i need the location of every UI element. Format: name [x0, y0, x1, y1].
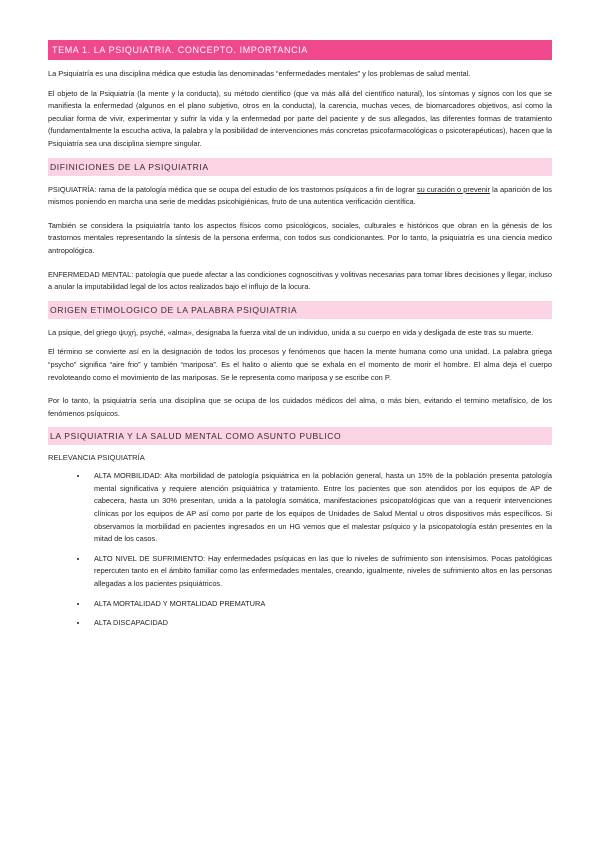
definition-enfermedad-mental: ENFERMEDAD MENTAL: patología que puede afectar a las condiciones cognoscitivas y volitivas necesarias para tomar libres decisiones y llegar, incluso a anular la imputabilidad legal de los actos realizados bajo el influjo de la locura. — [48, 269, 552, 292]
list-item: • ALTA MORBILIDAD: Alta morbilidad de patología psiquiátrica en la población general, hasta un 15% de la población presenta patología mental significativa y requiere atención psiquiátrica y tratamiento. Entre los pacientes que son atendidos por los equipos de AP de cabecera, hasta un 30% presentan, unida a la patología somática, manifestaciones psicopatológicas que van a requerir intervenciones clínicas por los equipos de AP así como por parte de los equipos de Unidades de Salud Mental u otros dispositivos más específicos. Si observamos la morbilidad en pacientes ingresados en un HG vemos que el malestar psíquico y la psicopatología están presentes en la mitad de los casos. — [88, 470, 552, 546]
definition-text-a: PSIQUIATRÍA: rama de la patología médica que se ocupa del estudio de los trastornos psíquicos a fin de lograr — [48, 184, 417, 194]
list-item: • ALTA DISCAPACIDAD — [88, 617, 552, 630]
etymology-conclusion: Por lo tanto, la psiquiatría sería una disciplina que se ocupa de los cuidados médicos del alma, o más bien, evitando el termino metafísico, de los fenómenos psíquicos. — [48, 396, 552, 418]
list-item: • ALTO NIVEL DE SUFRIMIENTO: Hay enfermedades psíquicas en las que lo niveles de sufrimiento son intensísimos. Pocas patológicas repercuten tanto en el ámbito familiar como las enfermedades mentales, creando, igualmente, niveles de sufrimiento altos en las personas allegadas a los pacientes psiquiátricos. — [88, 553, 552, 591]
object-paragraph: El objeto de la Psiquiatría (la mente y la conducta), su método científico (que va más allá del científico natural), los síntomas y signos con los que se manifiesta la enfermedad (algunos en el plano subjetivo, otros en la conducta), la carencia, muchas veces, de biomarcadores objetivos, así como la peculiar forma de vivir, experimentar y sufrir la vida y la enfermedad por parte del paciente y de sus allegados, las diferentes formas de tratamiento (fundamentalmente la escucha activa, la palabra y la posibilidad de intervenciones más concretas psicofarmacológicas o psicoterapéuticas), hacen que la Psiquiatría sea una disciplina siempre singular. — [48, 88, 552, 148]
list-item: • ALTA MORTALIDAD Y MORTALIDAD PREMATURA — [88, 598, 552, 611]
etymology-psique: La psique, del griego ψυχή, psyché, «alma», designaba la fuerza vital de un individuo, unida a su cuerpo en vida y desligada de este tras su muerte. — [48, 327, 534, 337]
definition-text-b: la aparición de los mismos poniendo en marcha una serie de medidas psicohigiénicas, fruto de una autentica verificación científica. — [48, 184, 552, 207]
intro-paragraph: La Psiquiatría es una disciplina médica que estudia las denominadas “enfermedades mentales” y los problemas de salud mental. — [48, 69, 471, 78]
definition-aspects: También se considera la psiquiatría tanto los aspectos físicos como psicológicos, sociales, culturales e históricos que obran en la génesis de los trastornos mentales representando la síntesis de la persona enferma, con todos sus condicionantes. Por lo tanto, la psiquiatría es una ciencia medico antropológica. — [48, 220, 552, 255]
section-heading-public: LA PSIQUIATRIA Y LA SALUD MENTAL COMO ASUNTO PUBLICO — [48, 427, 552, 445]
relevance-list — [48, 470, 552, 630]
etymology-term: El término se convierte así en la designación de todos los procesos y fenómenos que hacen la mente humana como una unidad. La palabra griega “psycho” significa “aire frio” y también “mariposa”. Es el halito o aliento que se exhala en el momento de morir el hombre. El alma deja el cuerpo revoloteando como el movimiento de las mariposas. Se le representa como mariposa y se escribe con P. — [48, 347, 552, 382]
definition-underlined: su curación o prevenir — [416, 184, 490, 194]
section-heading-definitions: DIFINICIONES DE LA PSIQUIATRIA — [48, 158, 552, 176]
subheading-relevancia: RELEVANCIA PSIQUIATRÍA — [48, 453, 145, 463]
section-heading-origin: ORIGEN ETIMOLOGICO DE LA PALABRA PSIQUIATRIA — [48, 301, 552, 319]
section-title: TEMA 1. LA PSIQUIATRIA. CONCEPTO. IMPORTANCIA — [48, 40, 552, 60]
definition-psiquiatria — [48, 184, 552, 209]
